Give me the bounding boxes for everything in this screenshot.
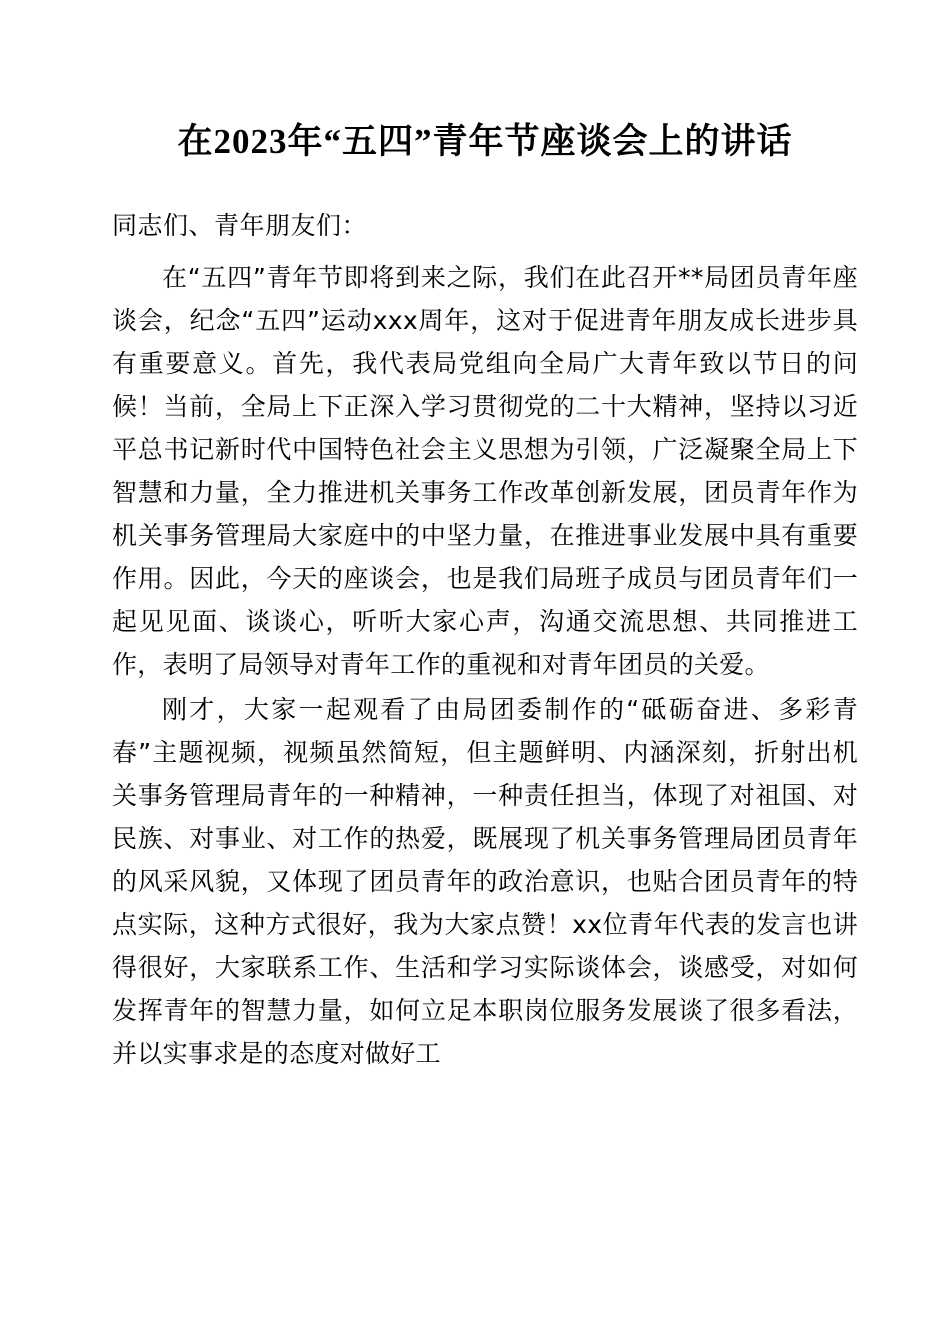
salutation-line: 同志们、青年朋友们： (112, 211, 368, 241)
body-paragraph-2: 刚才，大家一起观看了由局团委制作的“砥砺奋进、多彩青春”主题视频，视频虽然简短，但主题鲜明、内涵深刻，折射出机关事务管理局青年的一种精神，一种责任担当，体现了对祖国、对民族、对事业、对工作的热爱，既展现了机关事务管理局团员青年的风采风貌，又体现了团员青年的政治意识，也贴合团员青年的特点实际，这种方式很好，我为大家点赞！xx位青年代表的发言也讲得很好，大家联系工作、生活和学习实际谈体会，谈感受，对如何发挥青年的智慧力量，如何立足本职岗位服务发展谈了很多看法，并以实事求是的态度对做好工 (112, 695, 858, 1068)
page-title: 在2023年“五四”青年节座谈会上的讲话 (177, 122, 793, 161)
body-paragraph-1: 在“五四”青年节即将到来之际，我们在此召开**局团员青年座谈会，纪念“五四”运动xxx周年，这对于促进青年朋友成长进步具有重要意义。首先，我代表局党组向全局广大青年致以节日的问候！当前，全局上下正深入学习贯彻党的二十大精神，坚持以习近平总书记新时代中国特色社会主义思想为引领，广泛凝聚全局上下智慧和力量，全力推进机关事务工作改革创新发展，团员青年作为机关事务管理局大家庭中的中坚力量，在推进事业发展中具有重要作用。因此，今天的座谈会，也是我们局班子成员与团员青年们一起见见面、谈谈心，听听大家心声，沟通交流思想、共同推进工作，表明了局领导对青年工作的重视和对青年团员的关爱。 (112, 263, 858, 679)
